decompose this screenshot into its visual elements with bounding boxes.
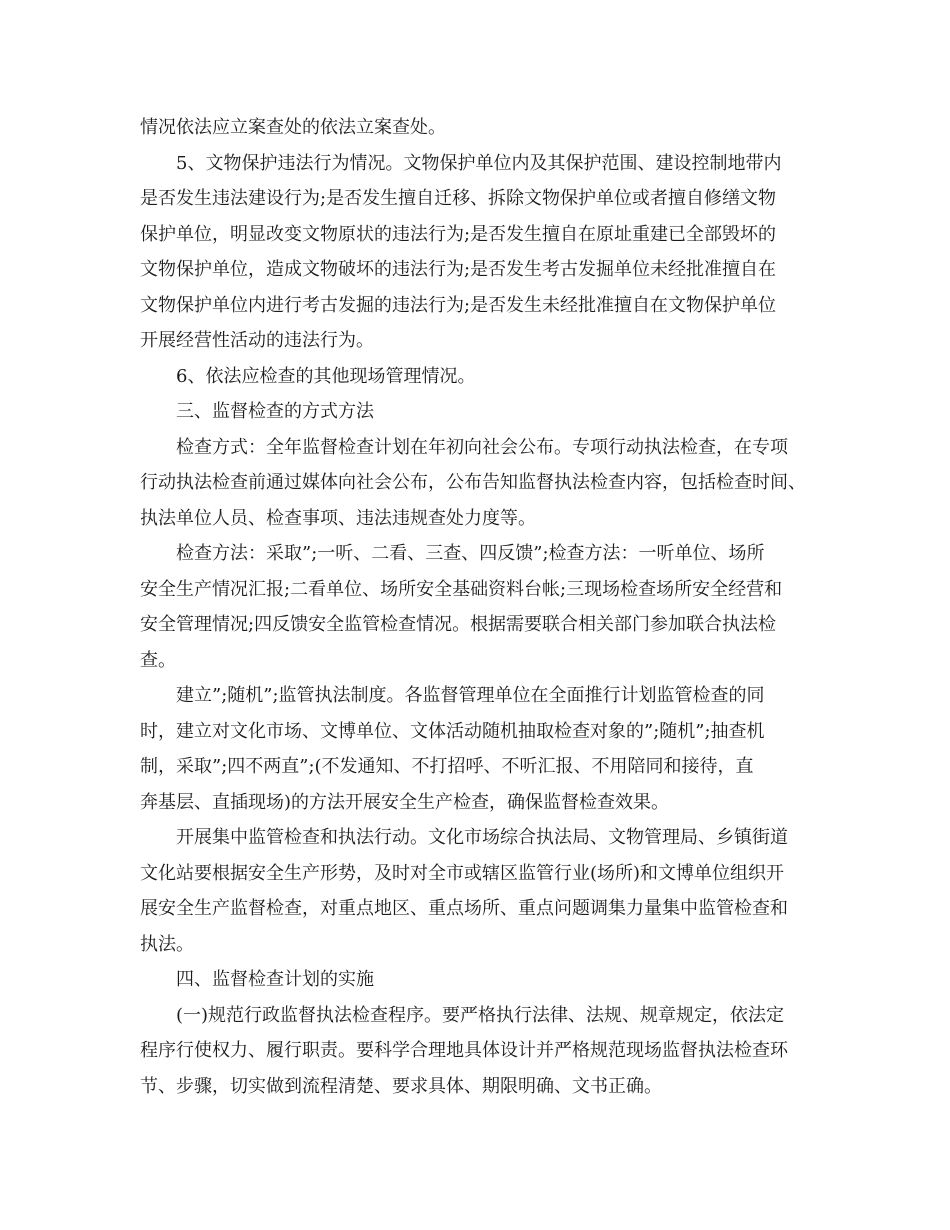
text-line: 保护单位，明显改变文物原状的违法行为;是否发生擅自在原址重建已全部毁坏的 [140, 223, 777, 245]
text-line: 检查方式：全年监督检查计划在年初向社会公布。专项行动执法检查，在专项 [176, 436, 788, 458]
text-line: 奔基层、直插现场)的方法开展安全生产检查，确保监督检查效果。 [140, 791, 670, 813]
text-line: 三、监督检查的方式方法 [176, 401, 374, 422]
text-line: 情况依法应立案查处的依法立案查处。 [140, 117, 446, 138]
text-line: 节、步骤，切实做到流程清楚、要求具体、期限明确、文书正确。 [140, 1075, 662, 1097]
text-line: 安全生产情况汇报;二看单位、场所安全基础资料台帐;三现场检查场所安全经营和 [140, 578, 783, 600]
text-line: 程序行使权力、履行职责。要科学合理地具体设计并严格规范现场监督执法检查环 [140, 1040, 788, 1061]
text-line: 文物保护单位内进行考古发掘的违法行为;是否发生未经批准擅自在文物保护单位 [140, 294, 777, 316]
text-line: 文物保护单位，造成文物破坏的违法行为;是否发生考古发掘单位未经批准擅自在 [140, 259, 777, 280]
text-line: 检查方法：采取”;一听、二看、三查、四反馈”;检查方法：一听单位、场所 [176, 543, 765, 564]
text-line: 执法。 [140, 933, 194, 955]
text-line: 文化站要根据安全生产形势，及时对全市或辖区监管行业(场所)和文博单位组织开 [140, 862, 785, 884]
document-body [140, 110, 830, 1104]
text-line: 安全管理情况;四反馈安全监管检查情况。根据需要联合相关部门参加联合执法检 [140, 614, 777, 635]
text-line: 行动执法检查前通过媒体向社会公布，公布告知监督执法检查内容，包括检查时间、 [140, 472, 806, 493]
text-line: 6、依法应检查的其他现场管理情况。 [176, 365, 476, 387]
text-line: 开展经营性活动的违法行为。 [140, 330, 374, 351]
text-line: 建立”;随机”;监管执法制度。各监督管理单位在全面推行计划监管检查的同 [176, 685, 765, 706]
text-line: 是否发生违法建设行为;是否发生擅自迁移、拆除文物保护单位或者擅自修缮文物 [140, 188, 777, 209]
text-line: 执法单位人员、检查事项、违法违规查处力度等。 [140, 507, 536, 529]
text-line: 四、监督检查计划的实施 [176, 969, 374, 990]
text-line: 开展集中监管检查和执法行动。文化市场综合执法局、文物管理局、乡镇街道 [176, 827, 788, 848]
text-line: 制，采取”;四不两直”;(不发通知、不打招呼、不听汇报、不用陪同和接待，直 [140, 756, 754, 777]
text-line: 查。 [140, 649, 176, 671]
text-line: (一)规范行政监督执法检查程序。要严格执行法律、法规、规章规定，依法定 [176, 1004, 785, 1026]
text-line: 时，建立对文化市场、文博单位、文体活动随机抽取检查对象的”;随机”;抽查机 [140, 720, 765, 742]
text-line: 展安全生产监督检查，对重点地区、重点场所、重点问题调集力量集中监管检查和 [140, 898, 788, 919]
text-line: 5、文物保护违法行为情况。文物保护单位内及其保护范围、建设控制地带内 [176, 152, 782, 174]
